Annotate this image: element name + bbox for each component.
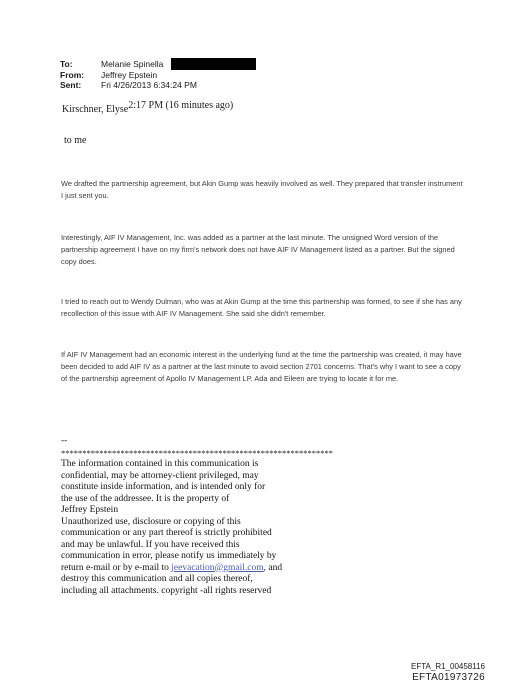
- paragraph-4: If AIF IV Management had an economic interest in the underlying fund at the time the partnership was created, it may have been decided to add AIF IV as a partner at the last minute to avoid section 2701 concerns. That's why I want to see a copy of the partnership agreement of Apollo IV Management LP. Ada and Eileen are trying to locate it for me.: [61, 350, 462, 383]
- sender-name: Kirschner, Elyse: [62, 104, 129, 115]
- from-label: From:: [60, 69, 85, 80]
- signature-line: Jeffrey Epstein: [61, 505, 119, 515]
- redaction-box: [171, 58, 256, 70]
- sent-label: Sent:: [60, 80, 82, 90]
- to-value: Melanie Spinella: [101, 59, 164, 69]
- email-suffix: , and: [263, 562, 283, 573]
- signature-email-line: [61, 563, 481, 575]
- signature-stars: ****************************************************************: [61, 447, 333, 458]
- to-label: To:: [60, 59, 73, 69]
- bates-number-small: EFTA_R1_00458116: [411, 662, 485, 671]
- signature-line: including all attachments. copyright -all rights reserved: [61, 585, 272, 596]
- email-link[interactable]: jeevacation@gmail.com: [171, 562, 264, 573]
- bates-number-large: EFTA01973726: [412, 672, 485, 683]
- sent-row: [60, 80, 197, 91]
- from-value: Jeffrey Epstein: [101, 69, 158, 80]
- signature-line: communication in error, please notify us immediately by: [61, 551, 277, 561]
- paragraph-2: Interestingly, AIF IV Management, Inc. was added as a partner at the last minute. The unsigned Word version of the partnership agreement I have on my firm's network does not have AIF IV Management listed as a partner. But the signed copy does.: [61, 233, 455, 266]
- signature-line: the use of the addressee. It is the property of: [61, 493, 230, 504]
- email-prefix: return e-mail or by e-mail to: [61, 562, 172, 573]
- paragraph-3: I tried to reach out to Wendy Dulman, who was at Akin Gump at the time this partnership was formed, to see if she has any recollection of this issue with AIF IV Management. She said she didn't remember.: [61, 297, 462, 318]
- signature-line: confidential, may be attorney-client privileged, may: [61, 470, 259, 481]
- from-row: [60, 70, 197, 81]
- signature-block: [61, 436, 481, 597]
- signature-line: communication or any part thereof is strictly prohibited: [61, 528, 272, 538]
- paragraph-1: We drafted the partnership agreement, but Akin Gump was heavily involved as well. They prepared that transfer instrument I just sent you.: [61, 179, 463, 200]
- signature-dashes: --: [61, 436, 68, 446]
- sender-line: [62, 100, 233, 116]
- signature-line: Unauthorized use, disclosure or copying of this: [61, 516, 241, 527]
- signature-line: destroy this communication and all copies thereof,: [61, 574, 253, 584]
- message-time: 2:17 PM (16 minutes ago): [128, 100, 234, 111]
- recipient-line: to me: [64, 135, 87, 146]
- signature-line: and may be unlawful. If you have received this: [61, 539, 240, 550]
- sent-value: Fri 4/26/2013 6:34:24 PM: [101, 80, 197, 90]
- signature-line: The information contained in this communication is: [61, 459, 259, 469]
- signature-line: constitute inside information, and is intended only for: [61, 482, 266, 492]
